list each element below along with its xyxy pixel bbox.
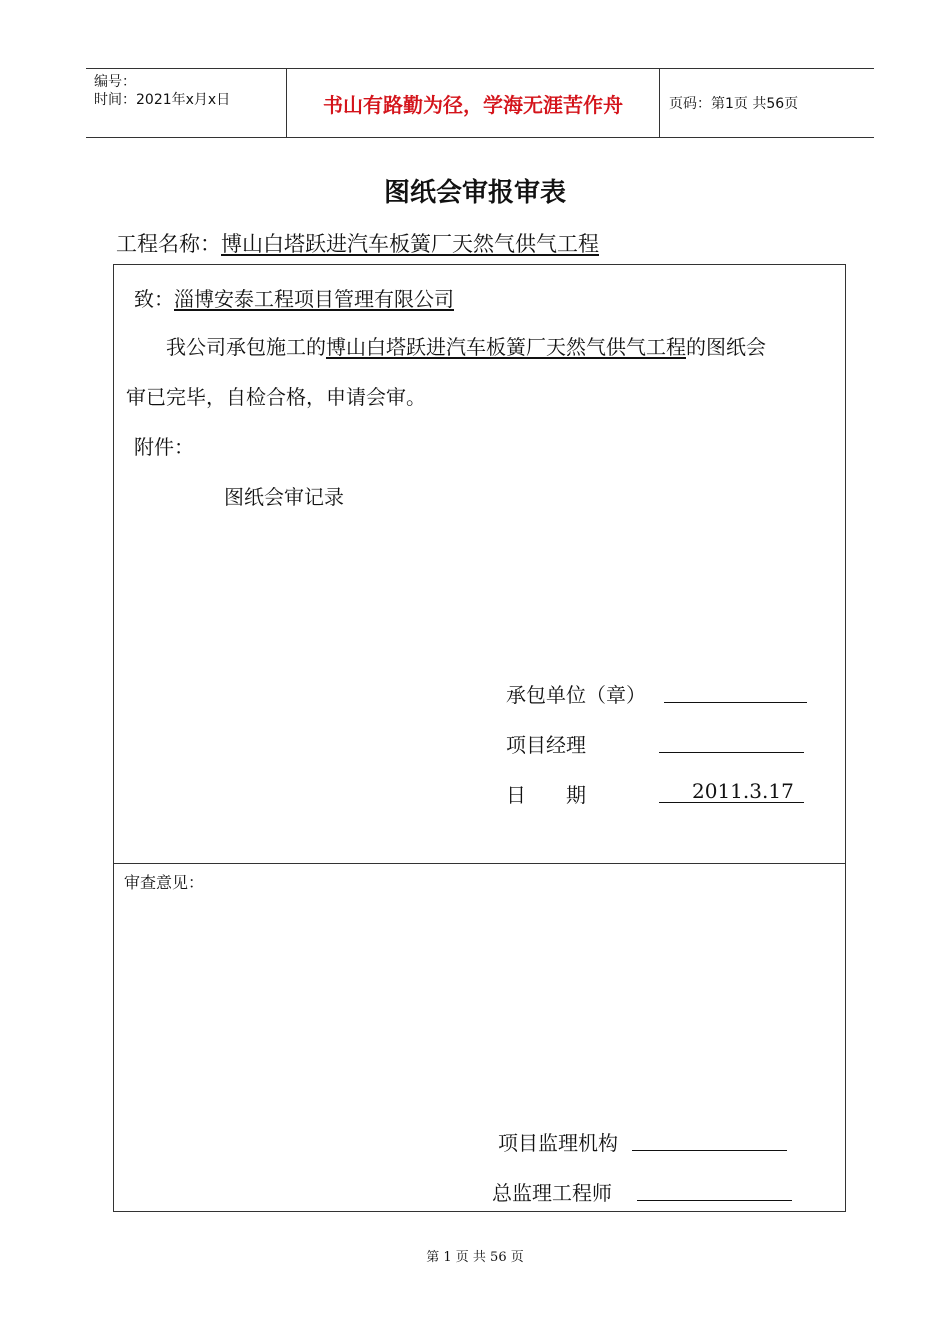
- header-meta: [86, 69, 286, 137]
- body-project: 博山白塔跃进汽车板簧厂天然气供气工程: [326, 335, 686, 359]
- to-org: 淄博安泰工程项目管理有限公司: [174, 287, 454, 311]
- project-name: 博山白塔跃进汽车板簧厂天然气供气工程: [221, 232, 599, 256]
- manager-label: 项目经理: [506, 733, 586, 757]
- review-label: 审查意见：: [124, 873, 205, 892]
- date-value: 2011.3.17: [692, 779, 794, 803]
- supervision-org-line: [632, 1150, 787, 1151]
- chief-engineer-line: [637, 1200, 792, 1201]
- header-page-info: 页码：第1页 共56页: [669, 96, 799, 112]
- to-row: [134, 283, 454, 312]
- to-label: 致：: [134, 287, 174, 311]
- contractor-signature-line: [664, 702, 807, 703]
- attach-label: 附件：: [134, 435, 194, 459]
- body-suffix: 的图纸会: [686, 335, 766, 359]
- supervision-org-label: 项目监理机构: [498, 1131, 618, 1155]
- attach-item: 图纸会审记录: [224, 485, 344, 509]
- number-label: 编号：: [94, 74, 136, 90]
- date-line: [659, 802, 804, 803]
- body-line-2: 审已完毕，自检合格，申请会审。: [126, 385, 426, 409]
- header-motto: 书山有路勤为径，学海无涯苦作舟: [286, 69, 660, 137]
- section-divider: [114, 863, 845, 864]
- form-box: [113, 264, 846, 1212]
- page-header: [86, 68, 874, 138]
- time-label: 时间：2021年x月x日: [94, 92, 231, 108]
- form-title: 图纸会审报审表: [383, 178, 566, 208]
- contractor-label: 承包单位（章）: [506, 683, 646, 707]
- chief-engineer-label: 总监理工程师: [492, 1181, 612, 1205]
- page-footer: 第 1 页 共 56 页: [426, 1250, 524, 1265]
- body-prefix: 我公司承包施工的: [166, 335, 326, 359]
- project-name-row: [116, 228, 599, 258]
- project-label: 工程名称：: [116, 232, 221, 256]
- manager-signature-line: [659, 752, 804, 753]
- date-label: 日 期: [506, 783, 586, 807]
- body-line-1: [166, 331, 766, 360]
